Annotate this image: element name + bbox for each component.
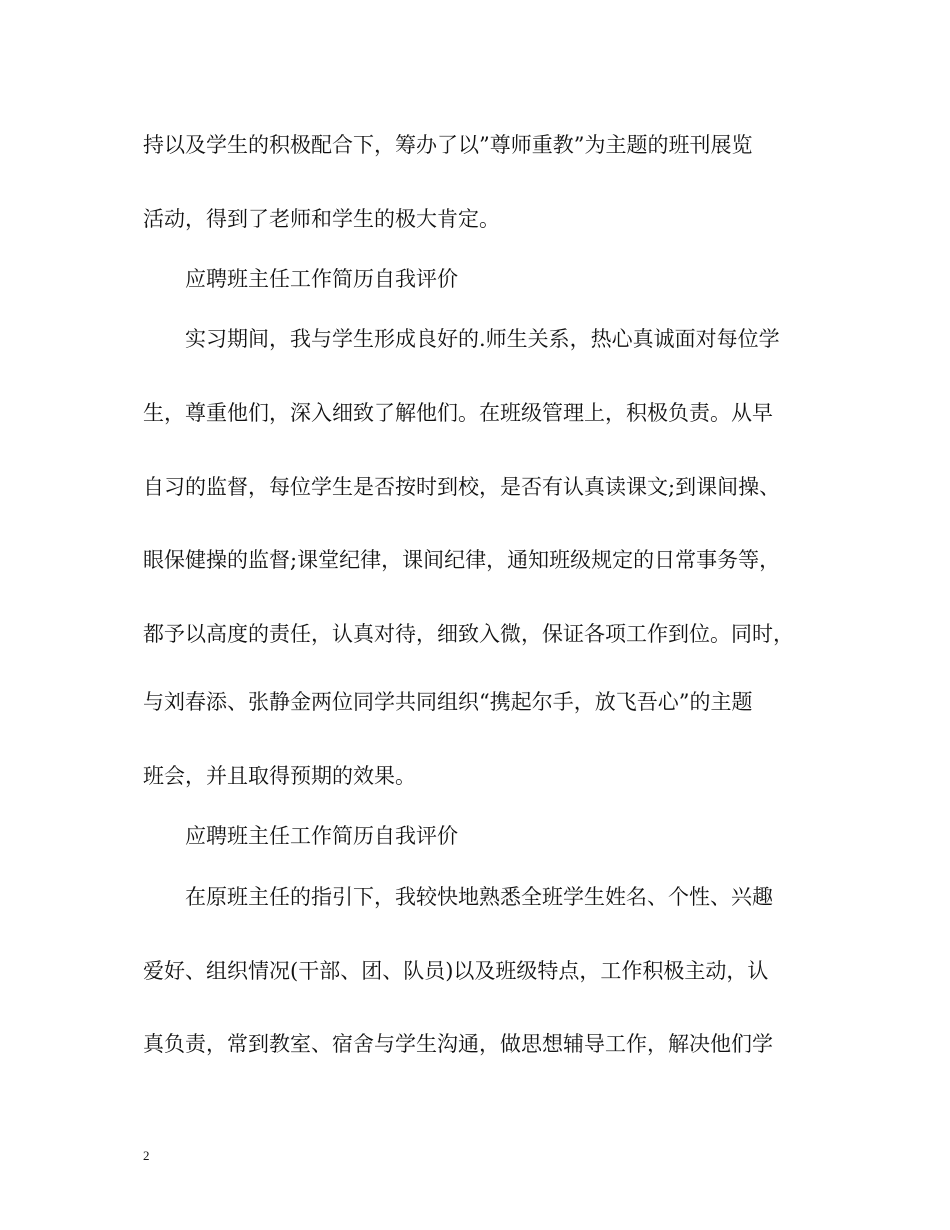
section-heading: 应聘班主任工作简历自我评价 xyxy=(185,824,458,848)
text-line: 眼保健操的监督;课堂纪律，课间纪律，通知班级规定的日常事务等， xyxy=(143,548,781,572)
paragraph-first-line: 实习期间，我与学生形成良好的.师生关系，热心真诚面对每位学 xyxy=(185,327,780,351)
text-line: 爱好、组织情况(干部、团、队员)以及班级特点，工作积极主动，认 xyxy=(143,959,769,983)
text-line: 与刘春添、张静金两位同学共同组织“携起尔手，放飞吾心”的主题 xyxy=(143,690,753,714)
text-line: 真负责，常到教室、宿舍与学生沟通，做思想辅导工作，解决他们学 xyxy=(143,1032,773,1056)
text-line: 活动，得到了老师和学生的极大肯定。 xyxy=(143,207,500,231)
text-line: 生，尊重他们，深入细致了解他们。在班级管理上，积极负责。从早 xyxy=(143,401,773,425)
text-line: 都予以高度的责任，认真对待，细致入微，保证各项工作到位。同时， xyxy=(143,622,794,646)
text-line: 持以及学生的积极配合下，筹办了以”尊师重教”为主题的班刊展览 xyxy=(143,133,753,157)
page-number: 2 xyxy=(143,1148,150,1163)
text-line: 班会，并且取得预期的效果。 xyxy=(143,764,416,788)
text-line: 自习的监督，每位学生是否按时到校，是否有认真读课文;到课间操、 xyxy=(143,475,781,499)
paragraph-first-line: 在原班主任的指引下，我较快地熟悉全班学生姓名、个性、兴趣 xyxy=(185,885,773,909)
section-heading: 应聘班主任工作简历自我评价 xyxy=(185,267,458,291)
